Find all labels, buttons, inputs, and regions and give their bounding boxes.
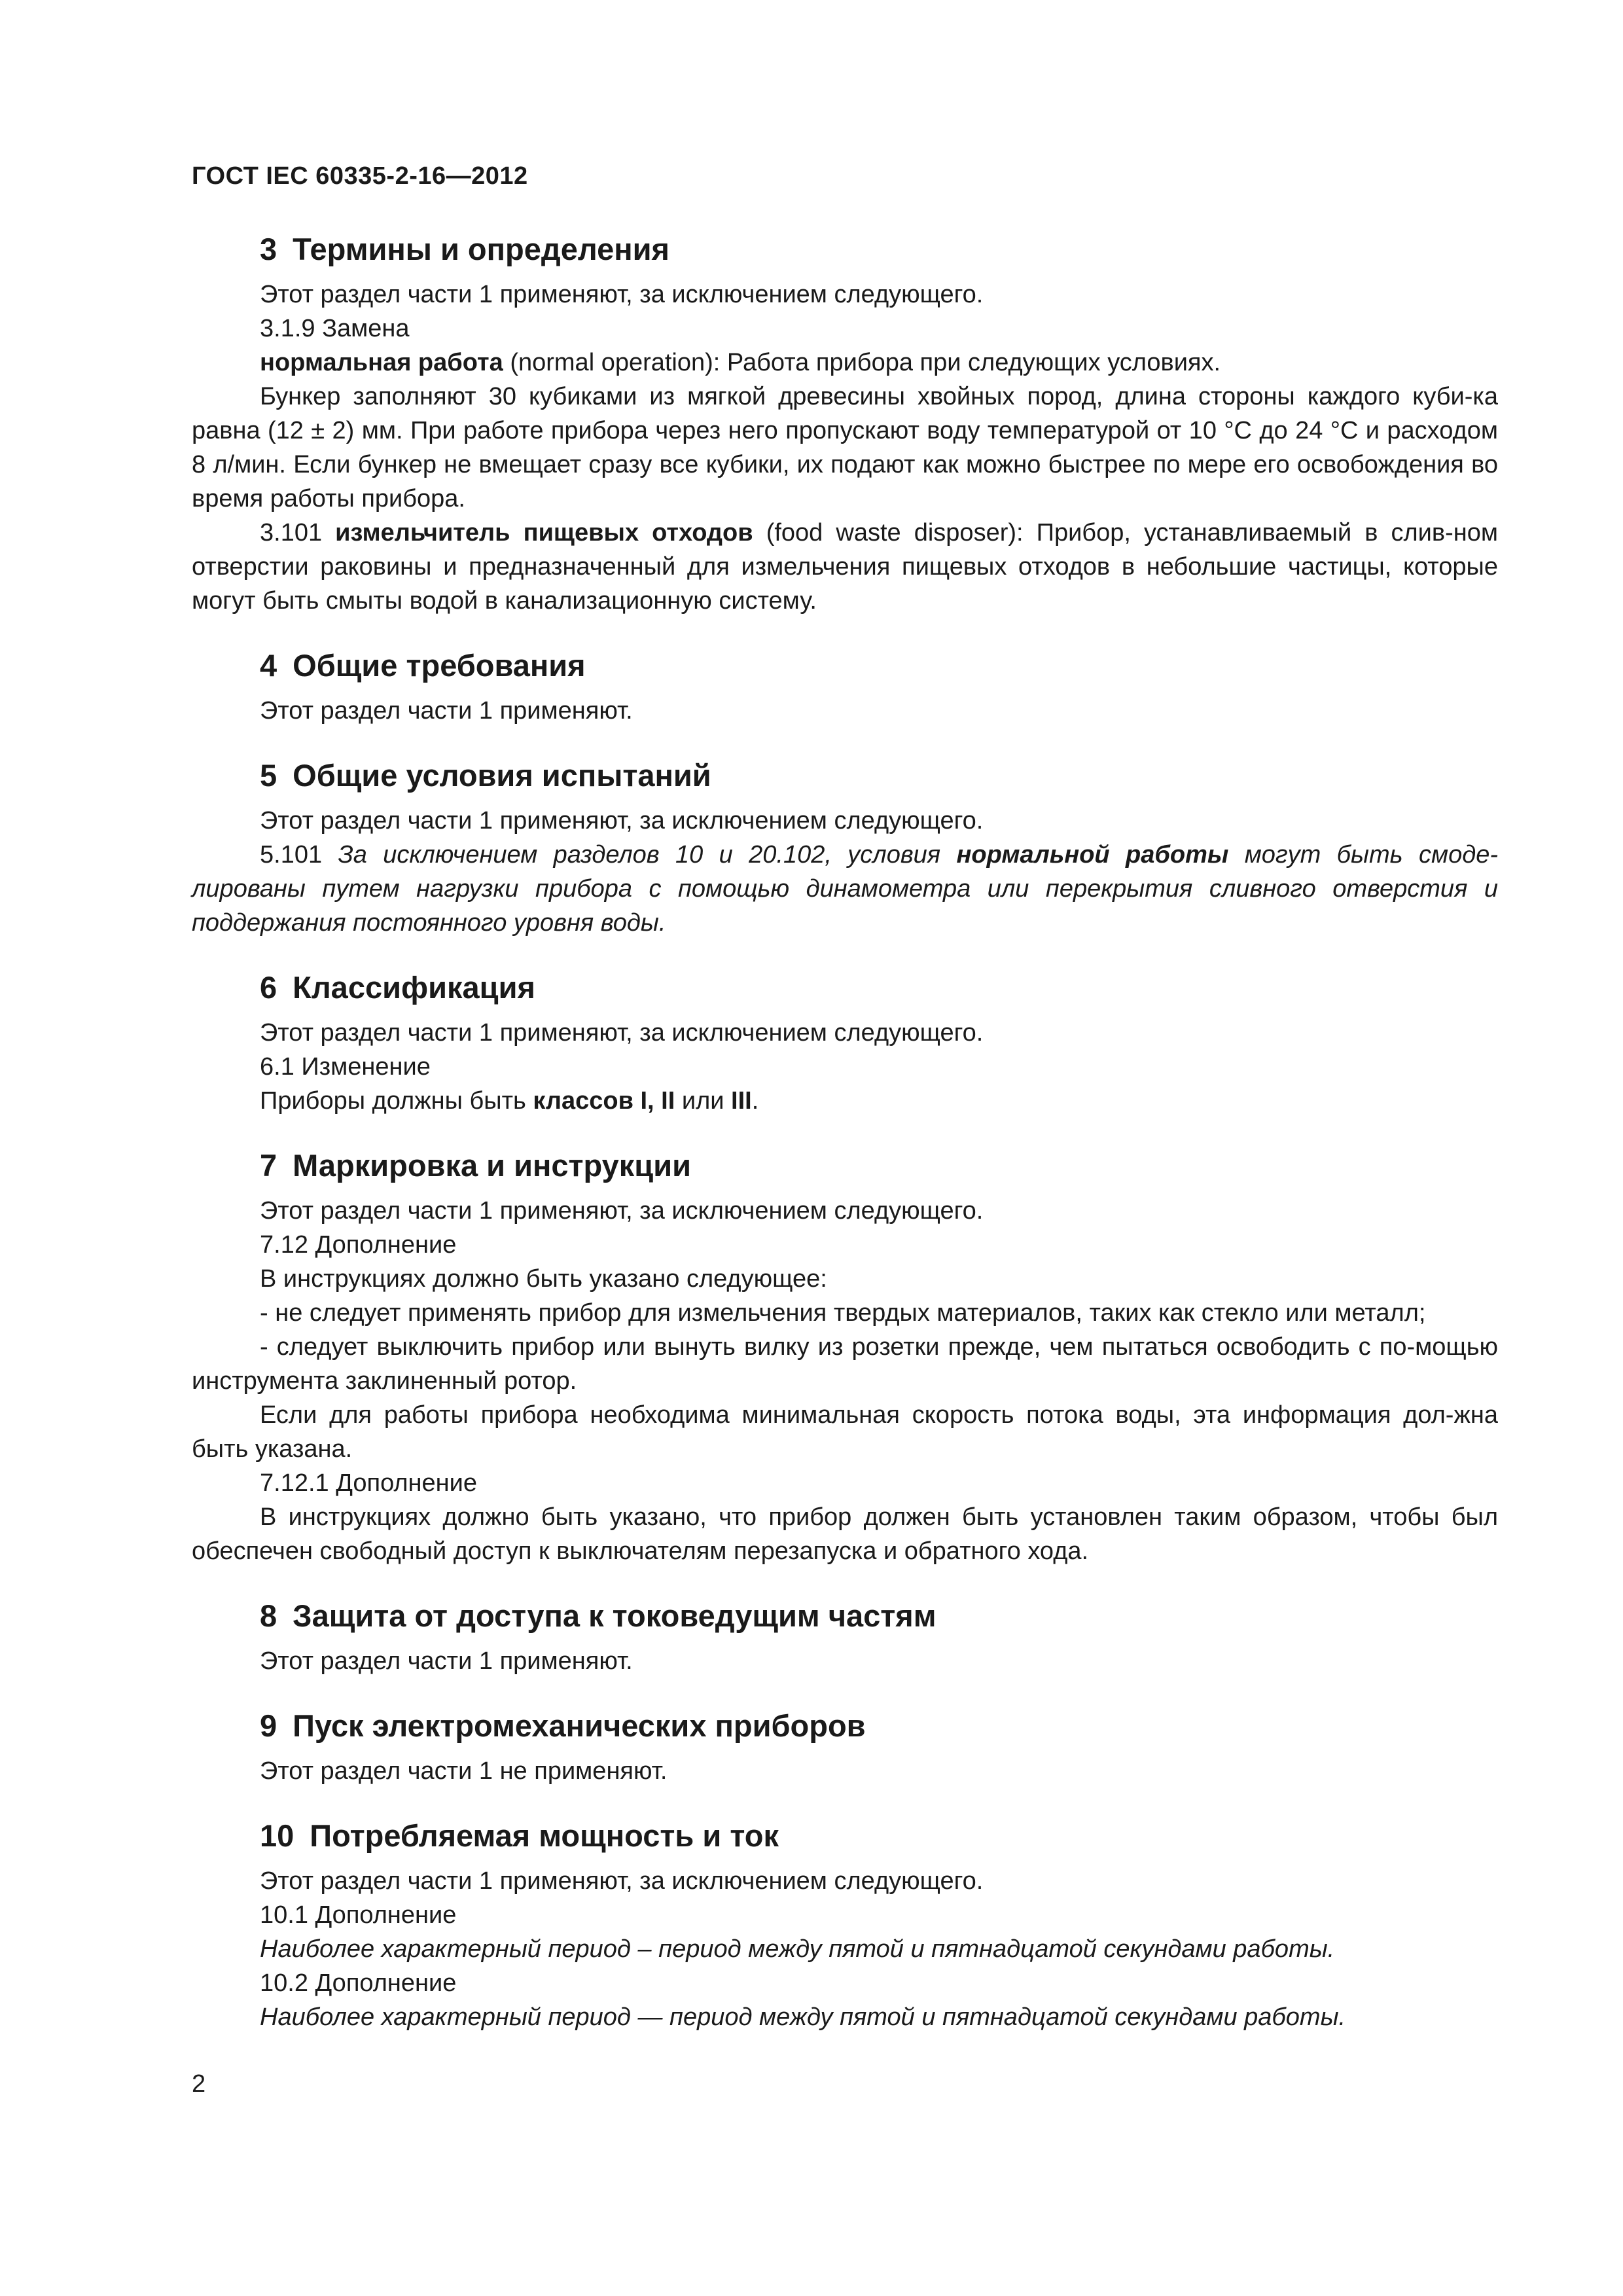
instructions-item-1: - не следует применять прибор для измельчения твердых материалов, таких как стекло или металл; [260,1299,1426,1327]
clause-5-101-text-c: могут быть смоде-лированы путем нагрузки прибора с помощью динамометра или перекрытия сливного отверстия и поддержания постоянного уровня воды. [192,841,1498,937]
period-paragraph-2: Наиболее характерный период — период между пятой и пятнадцатой секундами работы. [260,2003,1346,2031]
section-8-title [192,1596,1498,1636]
bunker-paragraph: Бункер заполняют 30 кубиками из мягкой древесины хвойных пород, длина стороны каждого куби-ка равна (12 ± 2) мм. При работе прибора через него пропускают воду температурой от 10 °С до 24 °С и расходом 8 л/мин. Если бункер не вмещает сразу все кубики, их подают как можно быстрее по мере его освобождения во время работы прибора. [192,383,1498,512]
term-normal-operation [192,346,1498,380]
clause-6-1: 6.1 Изменение [260,1053,431,1081]
section-9-text: Этот раздел части 1 не применяют. [260,1757,668,1785]
instructions-item-2: - следует выключить прибор или вынуть вилку из розетки прежде, чем пытаться освободить с по-мощью инструмента заклиненный ротор. [192,1333,1498,1395]
section-4-title [192,645,1498,686]
section-7-number: 7 [260,1148,277,1183]
section-5-title [192,755,1498,796]
section-10-number: 10 [260,1818,294,1853]
install-paragraph: В инструкциях должно быть указано, что прибор должен быть установлен таким образом, чтобы был обеспечен свободный доступ к выключателям перезапуска и обратного хода. [192,1503,1498,1565]
section-5-intro: Этот раздел части 1 применяют, за исключением следующего. [260,807,984,834]
section-8-heading: Защита от доступа к токоведущим частям [293,1598,936,1633]
section-10-heading: Потребляемая мощность и ток [310,1818,779,1853]
classes-text-e: . [751,1087,759,1115]
clause-5-101-text-a: За исключением разделов 10 и 20.102, условия [338,841,957,869]
term-food-waste-disposer: измельчитель пищевых отходов [335,519,753,547]
section-4-number: 4 [260,648,277,683]
section-9-heading: Пуск электромеханических приборов [293,1708,866,1743]
classes-text-a: Приборы должны быть [260,1087,533,1115]
section-10-title [192,1816,1498,1856]
section-9-title [192,1706,1498,1746]
section-8-text: Этот раздел части 1 применяют. [260,1647,633,1675]
section-3-intro: Этот раздел части 1 применяют, за исключением следующего. [260,281,984,308]
clause-7-12-1: 7.12.1 Дополнение [260,1469,478,1497]
clause-3-101 [192,516,1498,618]
classes-text-d: III [731,1087,752,1115]
section-3-number: 3 [260,232,277,266]
clause-5-101-term: нормальной работы [956,841,1229,869]
classes-text-b: классов I, II [533,1087,675,1115]
section-6-heading: Классификация [293,970,535,1005]
clause-10-1: 10.1 Дополнение [260,1901,457,1929]
section-4-text: Этот раздел части 1 применяют. [260,697,633,725]
document-header: ГОСТ IEC 60335-2-16—2012 [192,162,528,190]
section-8-number: 8 [260,1598,277,1633]
clause-3-101-number: 3.101 [260,519,336,547]
section-3-heading: Термины и определения [293,232,669,266]
section-3-title [192,229,1498,270]
page-number: 2 [192,2070,206,2098]
clause-10-2: 10.2 Дополнение [260,1969,457,1997]
section-7-title [192,1145,1498,1186]
clause-5-101-number: 5.101 [260,841,338,869]
section-5-heading: Общие условия испытаний [293,758,711,793]
section-5-number: 5 [260,758,277,793]
section-6-title [192,967,1498,1008]
flow-paragraph: Если для работы прибора необходима минимальная скорость потока воды, эта информация дол-жна быть указана. [192,1401,1498,1463]
term-food-waste-disposer-def: (food waste disposer): Прибор, устанавливаемый в слив-ном отверстии раковины и предназначенный для измельчения пищевых отходов в небольшие частицы, которые могут быть смыты водой в канализационную систему. [192,519,1498,615]
classes-paragraph [192,1084,1498,1118]
classes-text-c: или [675,1087,732,1115]
instructions-intro: В инструкциях должно быть указано следующее: [260,1265,827,1293]
section-7-intro: Этот раздел части 1 применяют, за исключением следующего. [260,1197,984,1225]
section-10-intro: Этот раздел части 1 применяют, за исключением следующего. [260,1867,984,1895]
term-normal-operation-label: нормальная работа [260,349,503,376]
term-normal-operation-def: (normal operation): Работа прибора при следующих условиях. [503,349,1221,376]
period-paragraph-1: Наиболее характерный период – период между пятой и пятнадцатой секундами работы. [260,1935,1335,1963]
section-4-heading: Общие требования [293,648,586,683]
clause-5-101 [192,838,1498,940]
clause-3-1-9: 3.1.9 Замена [260,315,410,342]
clause-7-12: 7.12 Дополнение [260,1231,457,1259]
section-6-number: 6 [260,970,277,1005]
section-9-number: 9 [260,1708,277,1743]
section-7-heading: Маркировка и инструкции [293,1148,691,1183]
document-body [192,229,1498,2034]
section-6-intro: Этот раздел части 1 применяют, за исключением следующего. [260,1019,984,1047]
